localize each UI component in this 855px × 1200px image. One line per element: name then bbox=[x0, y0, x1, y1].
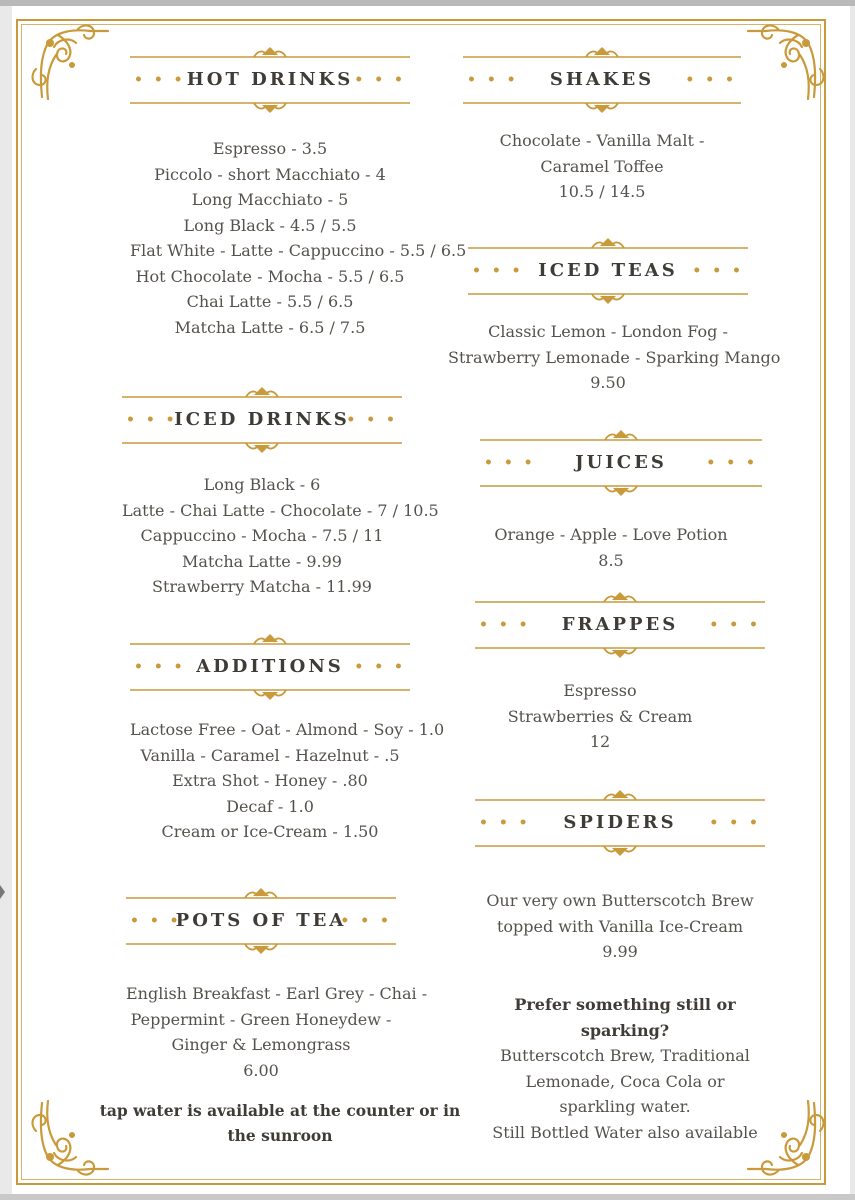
menu-item: Extra Shot - Honey - .80 bbox=[172, 771, 368, 790]
section-shakes bbox=[463, 44, 741, 205]
menu-item: Ginger & Lemongrass bbox=[171, 1035, 351, 1054]
section-title: JUICES bbox=[575, 452, 667, 473]
section-title: ADDITIONS bbox=[196, 656, 344, 677]
menu-item: Strawberries & Cream bbox=[507, 706, 693, 726]
menu-item: Espresso bbox=[563, 681, 637, 700]
section-spiders bbox=[475, 787, 765, 965]
menu-item: Matcha Latte - 9.99 bbox=[182, 551, 342, 571]
ornament-dots: • • • bbox=[130, 913, 182, 929]
menu-items bbox=[130, 136, 467, 340]
menu-item: Long Black - 4.5 / 5.5 bbox=[183, 215, 357, 235]
menu-item: Long Macchiato - 5 bbox=[191, 190, 349, 209]
section-title: ICED TEAS bbox=[538, 260, 678, 281]
ornament-dots: • • • bbox=[709, 815, 761, 831]
menu-item: Cream or Ice-Cream - 1.50 bbox=[161, 822, 379, 841]
menu-item: 10.5 / 14.5 bbox=[558, 182, 646, 201]
section-header bbox=[126, 885, 396, 957]
menu-item: Our very own Butterscotch Brew bbox=[486, 891, 754, 910]
ornament-dots: • • • bbox=[354, 72, 406, 88]
menu-item: Cappuccino - Mocha - 7.5 / 11 bbox=[140, 526, 384, 545]
menu-items bbox=[448, 319, 781, 396]
menu-item: Butterscotch Brew, Traditional bbox=[500, 1046, 750, 1065]
menu-item: sparkling water. bbox=[559, 1097, 691, 1116]
section-title: POTS OF TEA bbox=[175, 910, 347, 931]
menu-item: Still Bottled Water also available bbox=[492, 1122, 758, 1142]
tap-water-note bbox=[90, 1098, 470, 1148]
section-juices bbox=[480, 427, 762, 573]
ornament-dots: • • • bbox=[706, 455, 758, 471]
menu-item: Chocolate - Vanilla Malt - bbox=[499, 131, 705, 150]
page-edge-arrow-icon bbox=[0, 885, 5, 899]
menu-item: Hot Chocolate - Mocha - 5.5 / 6.5 bbox=[135, 266, 405, 286]
menu-item: Strawberry Matcha - 11.99 bbox=[152, 577, 372, 596]
menu-item: Decaf - 1.0 bbox=[226, 796, 314, 816]
section-title: SHAKES bbox=[549, 69, 655, 90]
menu-item: 6.00 bbox=[243, 1060, 279, 1080]
ornament-dots: • • • bbox=[340, 913, 392, 929]
menu-items bbox=[126, 981, 428, 1083]
ornament-dots: • • • bbox=[709, 617, 761, 633]
menu-item: Long Black - 6 bbox=[203, 475, 321, 494]
menu-item: 9.50 bbox=[590, 373, 626, 392]
section-header bbox=[468, 235, 748, 307]
still-sparkling-heading: sparking? bbox=[580, 1020, 670, 1040]
section-pots-of-tea bbox=[126, 885, 428, 1083]
section-header bbox=[463, 44, 741, 116]
menu-item: Vanilla - Caramel - Hazelnut - .5 bbox=[140, 745, 400, 765]
section-header bbox=[122, 384, 402, 456]
menu-item: Lactose Free - Oat - Almond - Soy - 1.0 bbox=[130, 720, 445, 739]
ornament-dots: • • • bbox=[126, 412, 178, 428]
ornament-dots: • • • bbox=[685, 72, 737, 88]
menu-item: Chai Latte - 5.5 / 6.5 bbox=[186, 292, 354, 311]
section-header bbox=[130, 44, 410, 116]
menu-item: Caramel Toffee bbox=[540, 156, 664, 176]
section-iced-drinks bbox=[122, 384, 439, 600]
menu-item: Matcha Latte - 6.5 / 7.5 bbox=[174, 317, 366, 337]
ornament-dots: • • • bbox=[479, 815, 531, 831]
menu-item: English Breakfast - Earl Grey - Chai - bbox=[126, 984, 428, 1003]
menu-items bbox=[460, 522, 762, 573]
section-frappes bbox=[475, 589, 765, 755]
section-title: SPIDERS bbox=[563, 812, 677, 833]
section-header bbox=[475, 589, 765, 661]
menu-item: Strawberry Lemonade - Sparking Mango bbox=[448, 347, 781, 367]
ornament-dots: • • • bbox=[346, 412, 398, 428]
ornament-dots: • • • bbox=[692, 263, 744, 279]
menu-items bbox=[130, 717, 445, 845]
menu-item: Latte - Chai Latte - Chocolate - 7 / 10.5 bbox=[122, 500, 439, 520]
menu-items bbox=[463, 128, 741, 205]
corner-flourish-icon bbox=[28, 21, 110, 103]
menu-item: Piccolo - short Macchiato - 4 bbox=[154, 164, 386, 184]
ornament-dots: • • • bbox=[472, 263, 524, 279]
note-line: the sunroon bbox=[227, 1126, 333, 1145]
ornament-dots: • • • bbox=[479, 617, 531, 633]
menu-item: Classic Lemon - London Fog - bbox=[488, 322, 728, 341]
menu-item: 9.99 bbox=[602, 942, 638, 961]
section-title: FRAPPES bbox=[561, 614, 679, 635]
menu-item: topped with Vanilla Ice-Cream bbox=[496, 916, 744, 936]
menu-item: 8.5 bbox=[598, 550, 624, 570]
section-title: ICED DRINKS bbox=[174, 409, 350, 430]
corner-flourish-icon bbox=[746, 21, 828, 103]
menu-item: Lemonade, Coca Cola or bbox=[525, 1071, 725, 1091]
ornament-dots: • • • bbox=[354, 659, 406, 675]
section-header bbox=[475, 787, 765, 859]
section-hot-drinks bbox=[130, 44, 467, 340]
ornament-dots: • • • bbox=[484, 455, 536, 471]
still-or-sparkling bbox=[465, 992, 785, 1145]
ornament-dots: • • • bbox=[134, 72, 186, 88]
note-line: tap water is available at the counter or in bbox=[99, 1101, 461, 1120]
menu-item: 12 bbox=[589, 732, 611, 751]
section-additions bbox=[130, 631, 445, 845]
ornament-dots: • • • bbox=[134, 659, 186, 675]
ornament-dots: • • • bbox=[467, 72, 519, 88]
section-header bbox=[480, 427, 762, 499]
window-bottom-bar bbox=[0, 1194, 855, 1200]
menu-item: Espresso - 3.5 bbox=[212, 139, 328, 158]
menu-item: Orange - Apple - Love Potion bbox=[494, 525, 728, 544]
menu-item: Peppermint - Green Honeydew - bbox=[130, 1009, 392, 1029]
menu-items bbox=[455, 888, 785, 965]
menu-item: Flat White - Latte - Cappuccino - 5.5 / 6.5 bbox=[130, 241, 467, 260]
still-sparkling-heading: Prefer something still or bbox=[514, 995, 736, 1014]
section-title: HOT DRINKS bbox=[186, 69, 354, 90]
section-iced-teas bbox=[448, 235, 781, 396]
menu-items bbox=[122, 472, 439, 600]
section-header bbox=[130, 631, 410, 703]
menu-items bbox=[435, 678, 765, 755]
